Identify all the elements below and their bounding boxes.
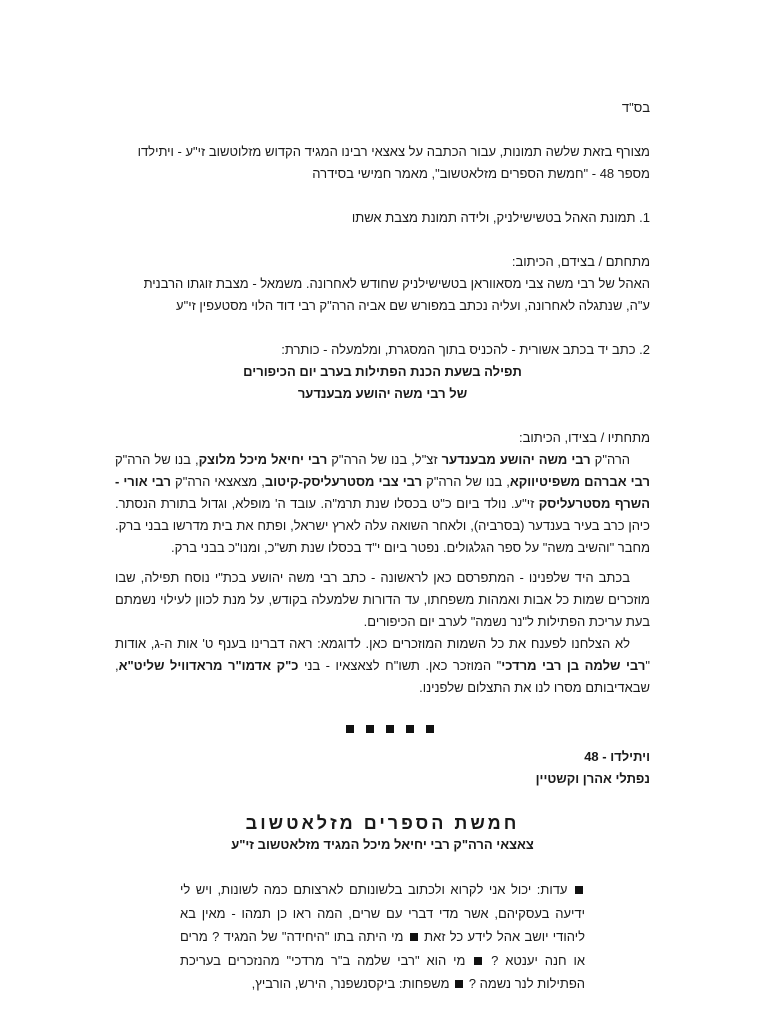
bio-name: כ"ק אדמו"ר מראדוויל שליט"א	[118, 658, 299, 673]
section-divider	[115, 721, 650, 736]
bio-text: זי"ע. נולד ביום כ"ט בכסלו שנת תרמ"ה. עובד ה' מופלא, וגדול בתורת הנסתר. כיהן כרב בעיר בענדער (בסרביה), ולאחר השואה עלה לארץ ישראל, ופתח את בית מדרשו בבני ברק. מחבר "והשיב משה" על ספר הגלגולים. נפטר ביום י"ד בכסלו שנת תש"כ, ומנו"כ בבני ברק.	[115, 496, 650, 555]
item-2-caption-label: מתחתיו / בצידו, הכיתוב:	[518, 430, 650, 445]
teaser-text: מי היתה בתו "היחידה" של המגיד ? מרים או חנה יענטא ?	[180, 929, 585, 968]
bio-paragraph-1	[115, 449, 650, 559]
teaser-text: מי הוא "רבי שלמה ב"ר מרדכי" מהנזכרים בעריכת הפתילות לנר נשמה ?	[180, 952, 585, 991]
teaser-text: משפחות: ביקסנשפנר, הירש, הורביץ,	[251, 976, 454, 991]
article-subtitle: צאצאי הרה"ק רבי יחיאל מיכל המגיד מזלאטשוב זי"ע	[231, 837, 534, 852]
item-2-heading: של רבי משה יהושע מבענדער	[297, 386, 468, 401]
item-1-title: 1. תמונת האהל בטשישילניק, ולידה תמונת מצבת אשתו	[351, 210, 650, 225]
intro-paragraph	[115, 141, 650, 185]
bio-text: זצ"ל, בנו של הרה"ק	[327, 452, 442, 467]
bio-name: רבי יחיאל מיכל מלוצק	[198, 452, 328, 467]
teaser-box	[180, 878, 585, 996]
bio-name: רבי אברהם משפיטיווקא	[509, 474, 650, 489]
bio-name: רבי משה יהושע מבענדער	[441, 452, 591, 467]
bio-text: " המוזכר כאן. תשו"ח לצאצאיו - בני	[298, 658, 502, 673]
bio-name: רבי אורי - השרף מסטרעליסק	[115, 474, 650, 511]
series-number: ויתילדו - 48	[584, 749, 650, 764]
bullet-square-icon	[455, 980, 463, 988]
bullet-square-icon	[410, 933, 418, 941]
bio-text: , בנו של הרה"ק	[422, 474, 510, 489]
square-icon	[426, 725, 434, 733]
bio-text: , שבאדיבותם מסרו לנו את התצלום שלפנינו.	[115, 658, 650, 695]
article-title: חמשת הספרים מזלאטשוב	[245, 813, 520, 833]
square-icon	[406, 725, 414, 733]
bsd-header: בס"ד	[621, 100, 650, 115]
item-1-caption-line: ע"ה, שנתגלה לאחרונה, ועליה נכתב במפורש שם אביה הרה"ק רבי דוד הלוי מסטעפין זי"ע	[176, 298, 650, 313]
square-icon	[386, 725, 394, 733]
square-icon	[346, 725, 354, 733]
item-2-heading: תפילה בשעת הכנת הפתילות בערב יום הכיפורים	[243, 364, 522, 379]
teaser-text: עדות: יכול אני לקרוא ולכתוב בלשונותם לארצותם כמה לשונות, ויש לי ידיעה בעסקיהם, אשר מדי דברי עם שרים, המה ראו כן תמהו - מאין בא ליהודי יושב אהל לידע כל זאת	[180, 882, 586, 944]
bio-name: רבי שלמה בן רבי מרדכי	[501, 658, 646, 673]
item-1-caption-label: מתחתם / בצידם, הכיתוב:	[511, 254, 650, 269]
bio-text: הרה"ק	[590, 452, 631, 467]
bio-paragraph-2: בכתב היד שלפנינו - המתפרסם כאן לראשונה - כתב רבי משה יהושע בכת"י נוסח תפילה, שבו מוזכרים שמות כל אבות ואמהות משפחתו, עד הדורות שלמעלה בקודש, על מנת לכוון לעילוי נשמתם בעת עריכת הפתילות ל"נר נשמה" לערב יום הכיפורים.	[115, 570, 650, 629]
bullet-square-icon	[575, 886, 583, 894]
intro-line: מצורף בזאת שלשה תמונות, עבור הכתבה על צאצאי רבינו המגיד הקדוש מזלוטשוב זי"ע - ויתילדו	[137, 144, 650, 159]
bio-paragraph-3	[115, 633, 650, 699]
square-icon	[366, 725, 374, 733]
item-1-caption-line: האהל של רבי משה צבי מסאווראן בטשישילניק שחודש לאחרונה. משמאל - מצבת זוגתו הרבנית	[143, 276, 650, 291]
author-name: נפתלי אהרן וקשטיין	[535, 771, 650, 786]
bio-text: , בנו של הרה"ק	[115, 452, 199, 467]
bio-text: לא הצלחנו לפענח את כל השמות המוזכרים כאן. לדוגמא: ראה דברינו בענף ט' אות ה-ג, אודות "	[115, 636, 650, 673]
item-2-title: 2. כתב יד בכתב אשורית - להכניס בתוך המסגרת, ומלמעלה - כותרת:	[281, 342, 650, 357]
bio-text: , מצאצאי הרה"ק	[170, 474, 265, 489]
bullet-square-icon	[474, 957, 482, 965]
intro-line: מספר 48 - "חמשת הספרים מזלאטשוב", מאמר חמישי בסידרה	[312, 166, 650, 181]
bio-name: רבי צבי מסטרעליסק-קיטוב	[264, 474, 423, 489]
